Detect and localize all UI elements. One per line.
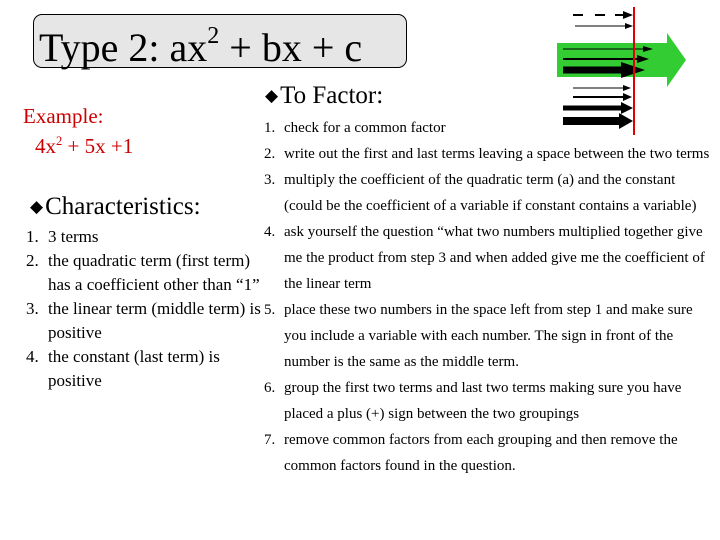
- list-item: [26, 297, 261, 345]
- list-item: [264, 219, 714, 297]
- step-text: check for a common factor: [284, 120, 446, 136]
- step-text: ask yourself the question “what two numbers multiplied together give me the product from step 3 and when added give me the coefficient of the linear term: [284, 224, 705, 292]
- list-item-text: the quadratic term (first term) has a coefficient other than “1”: [48, 251, 260, 294]
- step-text: group the first two terms and last two terms making sure you have placed a plus (+) sign between the two groupings: [284, 380, 682, 422]
- step-number: 6.: [264, 380, 276, 396]
- factor-steps-list: [264, 115, 714, 479]
- list-item: [26, 249, 261, 297]
- title-suffix: + bx + c: [219, 25, 363, 70]
- list-item-text: 3 terms: [48, 227, 99, 246]
- list-item: [26, 345, 261, 393]
- step-number: 7.: [264, 432, 276, 448]
- list-item-number: 1.: [26, 227, 39, 246]
- list-item-number: 3.: [26, 299, 39, 318]
- diamond-bullet-icon: ◆: [265, 86, 279, 105]
- step-number: 4.: [264, 224, 276, 240]
- title-prefix: Type 2: ax: [39, 25, 208, 70]
- step-text: multiply the coefficient of the quadratic term (a) and the constant (could be the coefficient of a variable if constant contains a variable): [284, 172, 697, 214]
- list-item-text: the constant (last term) is positive: [48, 347, 220, 390]
- step-number: 1.: [264, 120, 276, 136]
- slide-title: [39, 20, 362, 82]
- example-label: Example:: [23, 104, 104, 128]
- list-item: [264, 427, 714, 479]
- example-expr-exponent: 2: [56, 133, 63, 148]
- list-item-text: the linear term (middle term) is positive: [48, 299, 261, 342]
- list-item: [26, 225, 261, 249]
- list-item-number: 2.: [26, 251, 39, 270]
- step-text: place these two numbers in the space left from step 1 and make sure you include a variable with each number. The sign in front of the number is the same as the middle term.: [284, 302, 693, 370]
- list-item: [264, 141, 714, 167]
- step-number: 5.: [264, 302, 276, 318]
- characteristics-heading-text: Characteristics:: [45, 193, 201, 220]
- title-exponent: 2: [207, 23, 220, 49]
- list-item: [264, 297, 714, 375]
- to-factor-heading-text: To Factor:: [280, 82, 384, 109]
- step-number: 3.: [264, 172, 276, 188]
- step-number: 2.: [264, 146, 276, 162]
- list-item-number: 4.: [26, 347, 39, 366]
- characteristics-heading: [30, 193, 201, 223]
- to-factor-heading: [265, 82, 383, 112]
- example-expression: [35, 134, 133, 161]
- step-text: remove common factors from each grouping and then remove the common factors found in the question.: [284, 432, 678, 474]
- list-item: [264, 115, 714, 141]
- diamond-bullet-icon: ◆: [30, 197, 44, 216]
- list-item: [264, 167, 714, 219]
- characteristics-list: [26, 225, 261, 393]
- step-text: write out the first and last terms leaving a space between the two terms: [284, 146, 710, 162]
- example-expr-prefix: 4x: [35, 134, 56, 158]
- logo-dashed-arrow: [573, 11, 633, 19]
- example-expr-suffix: + 5x +1: [62, 134, 134, 158]
- list-item: [264, 375, 714, 427]
